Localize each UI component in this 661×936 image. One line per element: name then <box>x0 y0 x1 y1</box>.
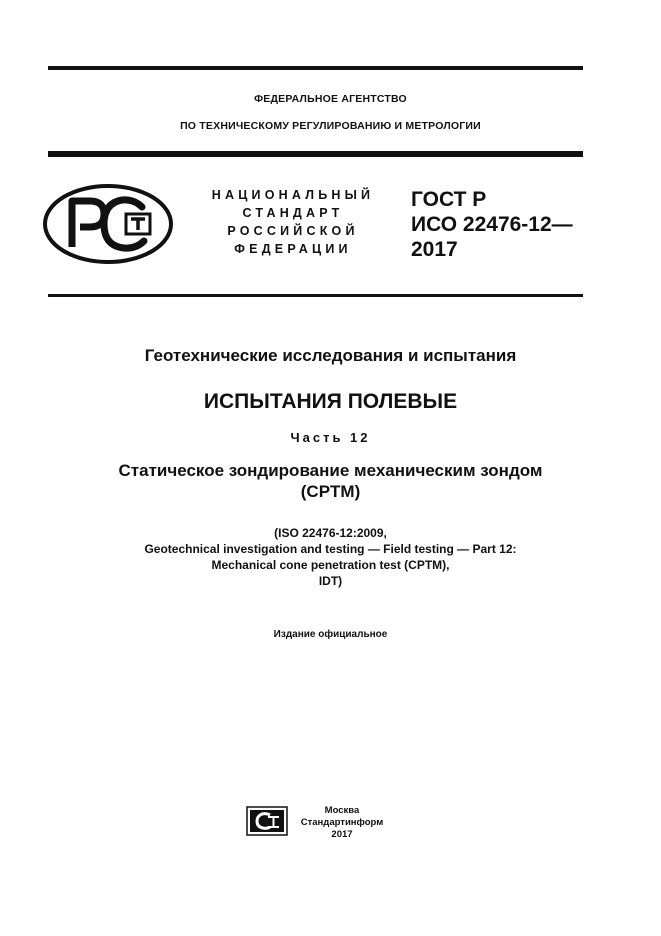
national-standard-line-1: НАЦИОНАЛЬНЫЙ <box>211 188 375 202</box>
publisher-year: 2017 <box>331 829 353 840</box>
iso-reference-line-4: IDT) <box>318 574 343 588</box>
top-rule <box>48 66 583 70</box>
national-standard-line-2: СТАНДАРТ <box>242 206 344 220</box>
national-standard-line-3: РОССИЙСКОЙ <box>227 224 359 238</box>
standard-block-rule <box>48 294 583 297</box>
gost-designation-line-3: 2017 <box>411 238 458 261</box>
iso-reference-line-1: (ISO 22476-12:2009, <box>274 526 387 540</box>
agency-line-1: ФЕДЕРАЛЬНОЕ АГЕНТСТВО <box>254 93 407 105</box>
gost-designation-line-1: ГОСТ Р <box>411 188 487 211</box>
subtitle-line-1: Статическое зондирование механическим зондом <box>118 461 543 480</box>
gost-designation-line-2: ИСО 22476-12— <box>411 213 573 236</box>
edition-label: Издание официальное <box>273 629 388 640</box>
national-standard-line-4: ФЕДЕРАЦИИ <box>234 242 352 256</box>
standartinform-logo-icon <box>246 806 288 836</box>
title-line-1: Геотехнические исследования и испытания <box>144 346 517 365</box>
subtitle-line-2: (CPTM) <box>300 482 361 501</box>
header-rule <box>48 151 583 157</box>
iso-reference-line-2: Geotechnical investigation and testing — Field testing — Part 12: <box>144 542 517 556</box>
publisher-name: Стандартинформ <box>300 817 384 828</box>
part-label: Часть 12 <box>290 430 371 445</box>
publisher-city: Москва <box>324 805 360 816</box>
rst-gost-mark-icon <box>42 183 174 265</box>
iso-reference-line-3: Mechanical cone penetration test (CPTM), <box>211 558 450 572</box>
agency-line-2: ПО ТЕХНИЧЕСКОМУ РЕГУЛИРОВАНИЮ И МЕТРОЛОГИИ <box>180 120 481 132</box>
title-line-2: ИСПЫТАНИЯ ПОЛЕВЫЕ <box>203 390 458 413</box>
